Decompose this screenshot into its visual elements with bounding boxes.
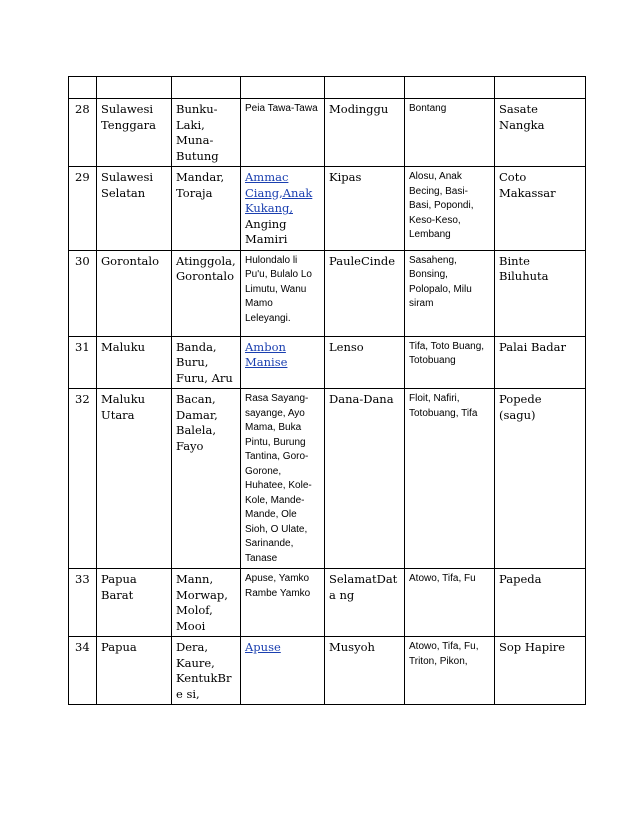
instruments-cell: Atowo, Tifa, Fu, Triton, Pikon, (405, 637, 495, 705)
song-link[interactable]: Ammac Ciang,Anak Kukang, (245, 170, 313, 216)
table-row (69, 389, 586, 569)
header-cell (172, 77, 241, 99)
dance-cell: PauleCinde (325, 250, 405, 336)
row-number: 29 (69, 167, 97, 251)
table-row (69, 336, 586, 389)
food-cell: Popede (sagu) (495, 389, 586, 569)
tribes-cell: Bunku-Laki, Muna-Butung (172, 99, 241, 167)
header-cell (495, 77, 586, 99)
instruments-cell: Atowo, Tifa, Fu (405, 569, 495, 637)
dance-cell: Lenso (325, 336, 405, 389)
header-cell (97, 77, 172, 99)
food-cell: Coto Makassar (495, 167, 586, 251)
province-cell: Maluku Utara (97, 389, 172, 569)
songs-cell (241, 637, 325, 705)
songs-cell: Peia Tawa-Tawa (241, 99, 325, 167)
province-cell: Maluku (97, 336, 172, 389)
food-cell: Binte Biluhuta (495, 250, 586, 336)
row-number: 30 (69, 250, 97, 336)
province-cell: Papua Barat (97, 569, 172, 637)
food-cell: Sasate Nangka (495, 99, 586, 167)
province-cell: Papua (97, 637, 172, 705)
table-row (69, 637, 586, 705)
food-cell: Sop Hapire (495, 637, 586, 705)
tribes-cell: Mandar, Toraja (172, 167, 241, 251)
table-row (69, 569, 586, 637)
song-link[interactable]: Apuse (245, 640, 281, 655)
table-row (69, 99, 586, 167)
tribes-cell: Banda, Buru, Furu, Aru (172, 336, 241, 389)
food-cell: Palai Badar (495, 336, 586, 389)
tribes-cell: Dera, Kaure, KentukBre si, (172, 637, 241, 705)
row-number: 33 (69, 569, 97, 637)
province-cell: Sulawesi Selatan (97, 167, 172, 251)
instruments-cell: Alosu, Anak Becing, Basi-Basi, Popondi, Keso-Keso, Lembang (405, 167, 495, 251)
tribes-cell: Bacan, Damar, Balela, Fayo (172, 389, 241, 569)
row-number: 34 (69, 637, 97, 705)
dance-cell: Kipas (325, 167, 405, 251)
dance-cell: Modinggu (325, 99, 405, 167)
tribes-cell: Mann, Morwap, Molof, Mooi (172, 569, 241, 637)
dance-cell: Dana-Dana (325, 389, 405, 569)
songs-cell (241, 167, 325, 251)
header-cell (405, 77, 495, 99)
dance-cell: Musyoh (325, 637, 405, 705)
header-cell (241, 77, 325, 99)
instruments-cell: Sasaheng, Bonsing, Polopalo, Milu siram (405, 250, 495, 336)
table-header-row (69, 77, 586, 99)
song-link[interactable]: Ambon Manise (245, 339, 288, 370)
header-cell (69, 77, 97, 99)
instruments-cell: Floit, Nafiri, Totobuang, Tifa (405, 389, 495, 569)
instruments-cell: Tifa, Toto Buang, Totobuang (405, 336, 495, 389)
row-number: 31 (69, 336, 97, 389)
tribes-cell: Atinggola, Gorontalo (172, 250, 241, 336)
province-cell: Sulawesi Tenggara (97, 99, 172, 167)
table-row (69, 167, 586, 251)
row-number: 28 (69, 99, 97, 167)
row-number: 32 (69, 389, 97, 569)
songs-cell: Apuse, Yamko Rambe Yamko (241, 569, 325, 637)
table-row (69, 250, 586, 336)
instruments-cell: Bontang (405, 99, 495, 167)
province-cell: Gorontalo (97, 250, 172, 336)
songs-cell: Rasa Sayang-sayange, Ayo Mama, Buka Pintu, Burung Tantina, Goro-Gorone, Huhatee, Kole-Kole, Mande-Mande, Ole Sioh, O Ulate, Sarinande, Tanase (241, 389, 325, 569)
header-cell (325, 77, 405, 99)
songs-cell (241, 336, 325, 389)
dance-cell: SelamatData ng (325, 569, 405, 637)
food-cell: Papeda (495, 569, 586, 637)
song-text: Anging Mamiri (245, 216, 288, 247)
culture-table (68, 76, 586, 705)
songs-cell: Hulondalo li Pu'u, Bulalo Lo Limutu, Wanu Mamo Leleyangi. (241, 250, 325, 336)
